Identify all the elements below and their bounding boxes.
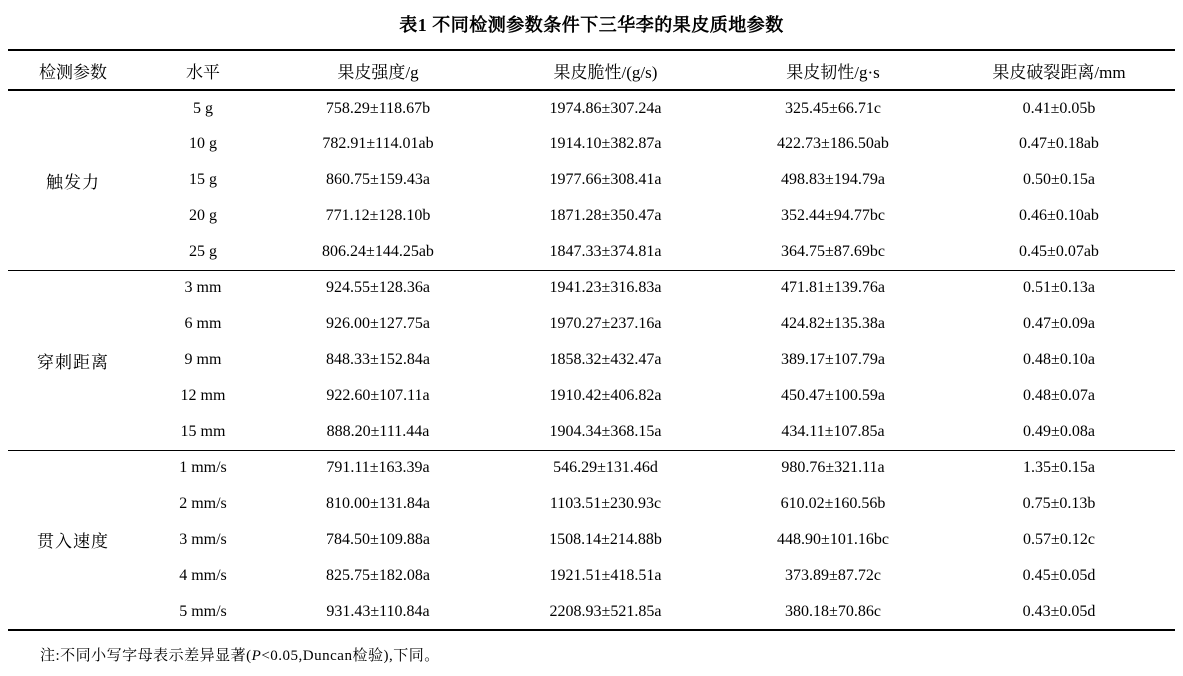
cell-brittleness: 1977.66±308.41a bbox=[549, 171, 662, 188]
parameter-group bbox=[8, 450, 1175, 630]
cell-toughness: 373.89±87.72c bbox=[785, 567, 881, 584]
footnote-p-symbol: P bbox=[251, 648, 262, 664]
cell-strength: 758.29±118.67b bbox=[325, 99, 431, 117]
cell-rupture-distance: 0.43±0.05d bbox=[1022, 602, 1096, 620]
col-header-skin-toughness: 果皮韧性/g·s bbox=[786, 62, 880, 82]
cell-toughness: 450.47±100.59a bbox=[781, 387, 885, 404]
col-header-detection-parameter: 检测参数 bbox=[39, 62, 107, 82]
table-row bbox=[8, 198, 1175, 234]
cell-toughness: 980.76±321.11a bbox=[781, 459, 885, 477]
cell-toughness: 422.73±186.50ab bbox=[777, 135, 889, 152]
cell-rupture-distance: 0.45±0.05d bbox=[1022, 567, 1096, 584]
parameter-group-label: 贯入速度 bbox=[37, 532, 109, 552]
cell-toughness: 380.18±70.86c bbox=[785, 602, 881, 620]
cell-strength: 924.55±128.36a bbox=[326, 279, 430, 297]
cell-level: 1 mm/s bbox=[179, 459, 227, 477]
cell-rupture-distance: 0.75±0.13b bbox=[1022, 495, 1096, 512]
cell-level: 12 mm bbox=[180, 387, 226, 404]
cell-rupture-distance: 0.45±0.07ab bbox=[1019, 242, 1099, 260]
cell-level: 3 mm/s bbox=[179, 531, 227, 548]
cell-brittleness: 1921.51±418.51a bbox=[549, 567, 662, 584]
col-header-level: 水平 bbox=[186, 62, 220, 82]
cell-level: 25 g bbox=[189, 242, 217, 260]
cell-toughness: 364.75±87.69bc bbox=[781, 242, 885, 260]
cell-strength: 782.91±114.01ab bbox=[322, 135, 434, 152]
cell-brittleness: 1974.86±307.24a bbox=[549, 99, 662, 117]
table-row bbox=[8, 486, 1175, 522]
header-row bbox=[8, 50, 1175, 90]
cell-level: 5 g bbox=[193, 99, 213, 117]
cell-strength: 848.33±152.84a bbox=[326, 351, 430, 368]
cell-rupture-distance: 0.46±0.10ab bbox=[1019, 207, 1099, 224]
table-row bbox=[8, 270, 1175, 306]
cell-rupture-distance: 0.57±0.12c bbox=[1023, 531, 1095, 548]
parameter-group bbox=[8, 270, 1175, 450]
col-header-skin-strength: 果皮强度/g bbox=[337, 62, 419, 82]
table-footnote bbox=[40, 644, 1183, 665]
parameter-group-label: 触发力 bbox=[46, 172, 100, 192]
cell-level: 5 mm/s bbox=[179, 602, 227, 620]
cell-rupture-distance: 0.50±0.15a bbox=[1023, 171, 1095, 188]
cell-strength: 806.24±144.25ab bbox=[322, 242, 434, 260]
cell-brittleness: 1508.14±214.88b bbox=[549, 531, 662, 548]
cell-toughness: 471.81±139.76a bbox=[781, 279, 885, 297]
cell-brittleness: 1103.51±230.93c bbox=[549, 495, 662, 512]
cell-strength: 926.00±127.75a bbox=[326, 315, 430, 332]
cell-toughness: 352.44±94.77bc bbox=[781, 207, 885, 224]
cell-brittleness: 1904.34±368.15a bbox=[549, 422, 662, 440]
table-row bbox=[8, 594, 1175, 630]
cell-strength: 784.50±109.88a bbox=[326, 531, 430, 548]
cell-toughness: 498.83±194.79a bbox=[781, 171, 885, 188]
texture-parameters-table bbox=[8, 49, 1175, 631]
cell-level: 9 mm bbox=[184, 351, 222, 368]
cell-level: 20 g bbox=[189, 207, 217, 224]
cell-level: 2 mm/s bbox=[179, 495, 227, 512]
cell-level: 15 g bbox=[189, 171, 217, 188]
cell-rupture-distance: 0.48±0.10a bbox=[1023, 351, 1095, 368]
table-row bbox=[8, 306, 1175, 342]
cell-level: 10 g bbox=[189, 135, 217, 152]
cell-brittleness: 1970.27±237.16a bbox=[549, 315, 662, 332]
cell-strength: 771.12±128.10b bbox=[325, 207, 431, 224]
col-header-rupture-distance: 果皮破裂距离/mm bbox=[992, 62, 1126, 82]
cell-strength: 791.11±163.39a bbox=[326, 459, 430, 477]
cell-brittleness: 1941.23±316.83a bbox=[549, 279, 662, 297]
table-row bbox=[8, 414, 1175, 450]
table-row bbox=[8, 162, 1175, 198]
cell-strength: 810.00±131.84a bbox=[326, 495, 430, 512]
cell-brittleness: 1847.33±374.81a bbox=[549, 242, 662, 260]
cell-level: 3 mm bbox=[184, 279, 222, 297]
cell-rupture-distance: 1.35±0.15a bbox=[1023, 459, 1095, 477]
cell-rupture-distance: 0.47±0.09a bbox=[1023, 315, 1095, 332]
cell-rupture-distance: 0.49±0.08a bbox=[1023, 422, 1095, 440]
cell-rupture-distance: 0.51±0.13a bbox=[1023, 279, 1095, 297]
table-row bbox=[8, 378, 1175, 414]
cell-level: 4 mm/s bbox=[179, 567, 227, 584]
cell-brittleness: 1858.32±432.47a bbox=[549, 351, 662, 368]
table-row bbox=[8, 90, 1175, 126]
cell-toughness: 448.90±101.16bc bbox=[777, 531, 889, 548]
table-title: 表1 不同检测参数条件下三华李的果皮质地参数 bbox=[399, 15, 784, 35]
cell-toughness: 424.82±135.38a bbox=[781, 315, 885, 332]
table-header bbox=[8, 50, 1175, 90]
cell-brittleness: 2208.93±521.85a bbox=[549, 602, 662, 620]
cell-level: 6 mm bbox=[184, 315, 222, 332]
cell-toughness: 610.02±160.56b bbox=[780, 495, 886, 512]
table-row bbox=[8, 522, 1175, 558]
table-row bbox=[8, 342, 1175, 378]
table-row bbox=[8, 126, 1175, 162]
cell-strength: 825.75±182.08a bbox=[326, 567, 430, 584]
cell-brittleness: 1871.28±350.47a bbox=[549, 207, 662, 224]
cell-brittleness: 1910.42±406.82a bbox=[549, 387, 662, 404]
cell-strength: 860.75±159.43a bbox=[326, 171, 430, 188]
footnote-suffix: <0.05,Duncan检验),下同。 bbox=[261, 648, 440, 664]
cell-level: 15 mm bbox=[180, 422, 226, 440]
cell-rupture-distance: 0.47±0.18ab bbox=[1019, 135, 1099, 152]
cell-toughness: 434.11±107.85a bbox=[781, 422, 885, 440]
cell-rupture-distance: 0.48±0.07a bbox=[1023, 387, 1095, 404]
cell-brittleness: 546.29±131.46d bbox=[553, 459, 658, 477]
cell-brittleness: 1914.10±382.87a bbox=[549, 135, 662, 152]
parameter-group-label: 穿刺距离 bbox=[37, 352, 109, 372]
cell-strength: 922.60±107.11a bbox=[326, 387, 430, 404]
cell-toughness: 389.17±107.79a bbox=[781, 351, 885, 368]
footnote-prefix: 注:不同小写字母表示差异显著( bbox=[40, 648, 252, 664]
cell-toughness: 325.45±66.71c bbox=[785, 99, 881, 117]
table-row bbox=[8, 450, 1175, 486]
cell-rupture-distance: 0.41±0.05b bbox=[1022, 99, 1096, 117]
parameter-group bbox=[8, 90, 1175, 270]
col-header-skin-brittleness: 果皮脆性/(g/s) bbox=[553, 62, 658, 82]
cell-strength: 888.20±111.44a bbox=[326, 422, 430, 440]
table-row bbox=[8, 234, 1175, 270]
table-row bbox=[8, 558, 1175, 594]
cell-strength: 931.43±110.84a bbox=[326, 602, 430, 620]
